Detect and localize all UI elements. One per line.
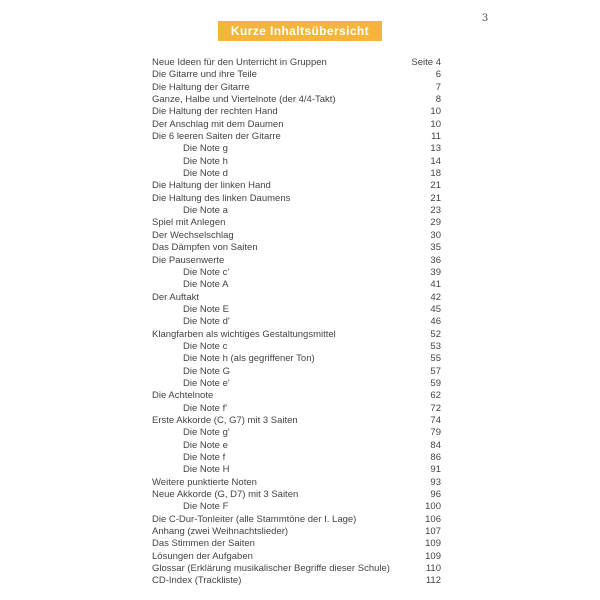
toc-entry-page: 6 (435, 69, 441, 81)
toc-entry-label: Die Note g' (183, 427, 230, 439)
toc-entry-label: Die Note c (183, 340, 228, 352)
toc-entry-label: Die Note a (183, 205, 228, 217)
toc-entry-label: Die Note c' (183, 266, 230, 278)
toc-entry-page: Seite 4 (411, 57, 441, 68)
toc-entry-label: Die Pausenwerte (152, 254, 225, 266)
toc-entry-page: 109 (425, 538, 441, 550)
toc-row (152, 440, 441, 452)
toc-entry-label: Die Note E (183, 303, 229, 315)
toc-entry-page: 109 (425, 550, 441, 562)
toc-entry-label: Klangfarben als wichtiges Gestaltungsmittel (152, 328, 336, 340)
toc-entry-page: 35 (430, 242, 441, 254)
toc-entry-page: 93 (430, 476, 441, 488)
toc-entry-page: 21 (430, 180, 441, 192)
toc-entry-label: Weitere punktierte Noten (152, 476, 257, 488)
toc-entry-label: Neue Ideen für den Unterricht in Gruppen (152, 57, 327, 68)
toc-entry-page: 39 (430, 266, 441, 278)
toc-row (152, 514, 441, 526)
toc-entry-label: Die Note h (als gegriffener Ton) (183, 353, 315, 365)
toc-row (152, 464, 441, 476)
toc-entry-page: 72 (430, 402, 441, 414)
toc-row (152, 329, 441, 341)
toc-row (152, 526, 441, 538)
toc-entry-label: Die Haltung des linken Daumens (152, 192, 291, 204)
toc-entry-label: Die Note d (183, 168, 228, 180)
toc-row (152, 477, 441, 489)
toc-entry-page: 21 (430, 192, 441, 204)
toc-row (152, 341, 441, 353)
toc-entry-page: 91 (430, 464, 441, 476)
toc-entry-label: Die Note f (183, 452, 226, 463)
toc-entry-page: 110 (425, 563, 441, 575)
toc-row (152, 217, 441, 229)
toc-row (152, 279, 441, 291)
toc-row (152, 193, 441, 205)
toc-row (152, 378, 441, 390)
toc-row (152, 501, 441, 513)
toc-entry-label: Die Haltung der linken Hand (152, 180, 271, 192)
toc-entry-page: 41 (430, 279, 441, 291)
toc-row (152, 489, 441, 501)
toc-row (152, 119, 441, 131)
toc-entry-label: Spiel mit Anlegen (152, 217, 226, 229)
toc-entry-page: 10 (430, 106, 441, 118)
toc-entry-page: 8 (435, 94, 441, 106)
toc-entry-page: 11 (431, 131, 441, 143)
toc-entry-label: Die Note e (183, 439, 228, 451)
toc-entry-label: Lösungen der Aufgaben (152, 550, 253, 562)
toc-row (152, 353, 441, 365)
toc-entry-page: 55 (430, 353, 441, 365)
toc-row (152, 551, 441, 563)
toc-row (152, 69, 441, 81)
toc-entry-label: Die Note e' (183, 377, 230, 389)
toc-entry-label: Die Note f' (183, 402, 228, 414)
toc-entry-page: 14 (430, 155, 441, 167)
toc-entry-label: Die Achtelnote (152, 390, 214, 402)
toc-entry-page: 62 (430, 390, 441, 402)
toc-entry-label: Glossar (Erklärung musikalischer Begriffe dieser Schule) (152, 563, 390, 575)
toc-entry-label: Die C-Dur-Tonleiter (alle Stammtöne der I. Lage) (152, 513, 357, 525)
toc-header-title: Kurze Inhaltsübersicht (230, 24, 370, 38)
toc-row (152, 168, 441, 180)
toc-entry-label: Das Dämpfen von Saiten (152, 242, 258, 254)
toc-row (152, 292, 441, 304)
toc-entry-page: 86 (430, 452, 441, 463)
toc-entry-label: Die Note F (183, 501, 229, 513)
toc-entry-page: 13 (430, 143, 441, 155)
toc-entry-page: 52 (430, 328, 441, 340)
toc-row (152, 57, 441, 69)
toc-entry-page: 36 (430, 254, 441, 266)
toc-entry-page: 79 (430, 427, 441, 439)
toc-entry-page: 112 (425, 575, 441, 587)
toc-row (152, 316, 441, 328)
toc-entry-label: Der Anschlag mit dem Daumen (152, 118, 284, 130)
toc-row (152, 242, 441, 254)
toc-entry-page: 96 (430, 489, 441, 501)
toc-row (152, 563, 441, 575)
toc-entry-page: 7 (435, 81, 441, 93)
toc-row (152, 230, 441, 242)
toc-entry-label: Die 6 leeren Saiten der Gitarre (152, 131, 281, 143)
toc-row (152, 131, 441, 143)
toc-entry-page: 45 (430, 303, 441, 315)
toc-entry-page: 84 (430, 439, 441, 451)
toc-entry-label: Die Note g (183, 143, 228, 155)
corner-page-number: 3 (481, 13, 489, 24)
toc-row (152, 82, 441, 94)
toc-entry-label: Die Haltung der Gitarre (152, 81, 250, 93)
toc-entry-label: Die Gitarre und ihre Teile (152, 69, 257, 81)
toc-entry-page: 18 (430, 168, 441, 180)
toc-row (152, 427, 441, 439)
toc-entry-label: Anhang (zwei Weihnachtslieder) (152, 526, 289, 538)
toc-entry-label: Erste Akkorde (C, G7) mit 3 Saiten (152, 414, 298, 426)
toc-entry-label: Der Wechselschlag (152, 229, 234, 241)
toc-row (152, 575, 441, 587)
toc-entry-page: 100 (425, 501, 441, 513)
toc-row (152, 390, 441, 402)
toc-entry-page: 46 (430, 316, 441, 328)
toc-row (152, 403, 441, 415)
toc-entry-label: Die Note h (183, 155, 228, 167)
toc-entry-page: 42 (430, 291, 441, 303)
toc-entry-page: 59 (430, 377, 441, 389)
toc-entry-label: Der Auftakt (152, 291, 199, 303)
toc-entry-page: 10 (430, 118, 441, 130)
toc-entry-label: Neue Akkorde (G, D7) mit 3 Saiten (152, 489, 299, 501)
toc-row (152, 304, 441, 316)
toc-list (152, 57, 441, 588)
toc-row (152, 94, 441, 106)
toc-row (152, 255, 441, 267)
toc-row (152, 156, 441, 168)
toc-entry-label: Ganze, Halbe und Viertelnote (der 4/4-Takt) (152, 94, 336, 106)
toc-entry-label: Die Note G (183, 365, 230, 377)
toc-row (152, 180, 441, 192)
toc-row (152, 267, 441, 279)
toc-entry-label: Das Stimmen der Saiten (152, 538, 255, 550)
toc-row (152, 538, 441, 550)
toc-entry-label: CD-Index (Trackliste) (152, 575, 242, 587)
toc-entry-page: 30 (430, 229, 441, 241)
toc-entry-label: Die Haltung der rechten Hand (152, 106, 278, 118)
toc-row (152, 106, 441, 118)
toc-entry-page: 107 (425, 526, 441, 538)
toc-header-banner (218, 21, 382, 41)
toc-entry-page: 53 (430, 340, 441, 352)
toc-row (152, 143, 441, 155)
toc-row (152, 452, 441, 464)
toc-entry-page: 74 (430, 414, 441, 426)
toc-entry-page: 57 (430, 365, 441, 377)
toc-row (152, 415, 441, 427)
toc-entry-label: Die Note d' (183, 316, 230, 328)
toc-row (152, 366, 441, 378)
toc-row (152, 205, 441, 217)
toc-entry-page: 23 (430, 205, 441, 217)
toc-entry-page: 106 (425, 513, 441, 525)
toc-entry-page: 29 (430, 217, 441, 229)
toc-entry-label: Die Note H (183, 464, 230, 476)
toc-entry-label: Die Note A (183, 279, 229, 291)
